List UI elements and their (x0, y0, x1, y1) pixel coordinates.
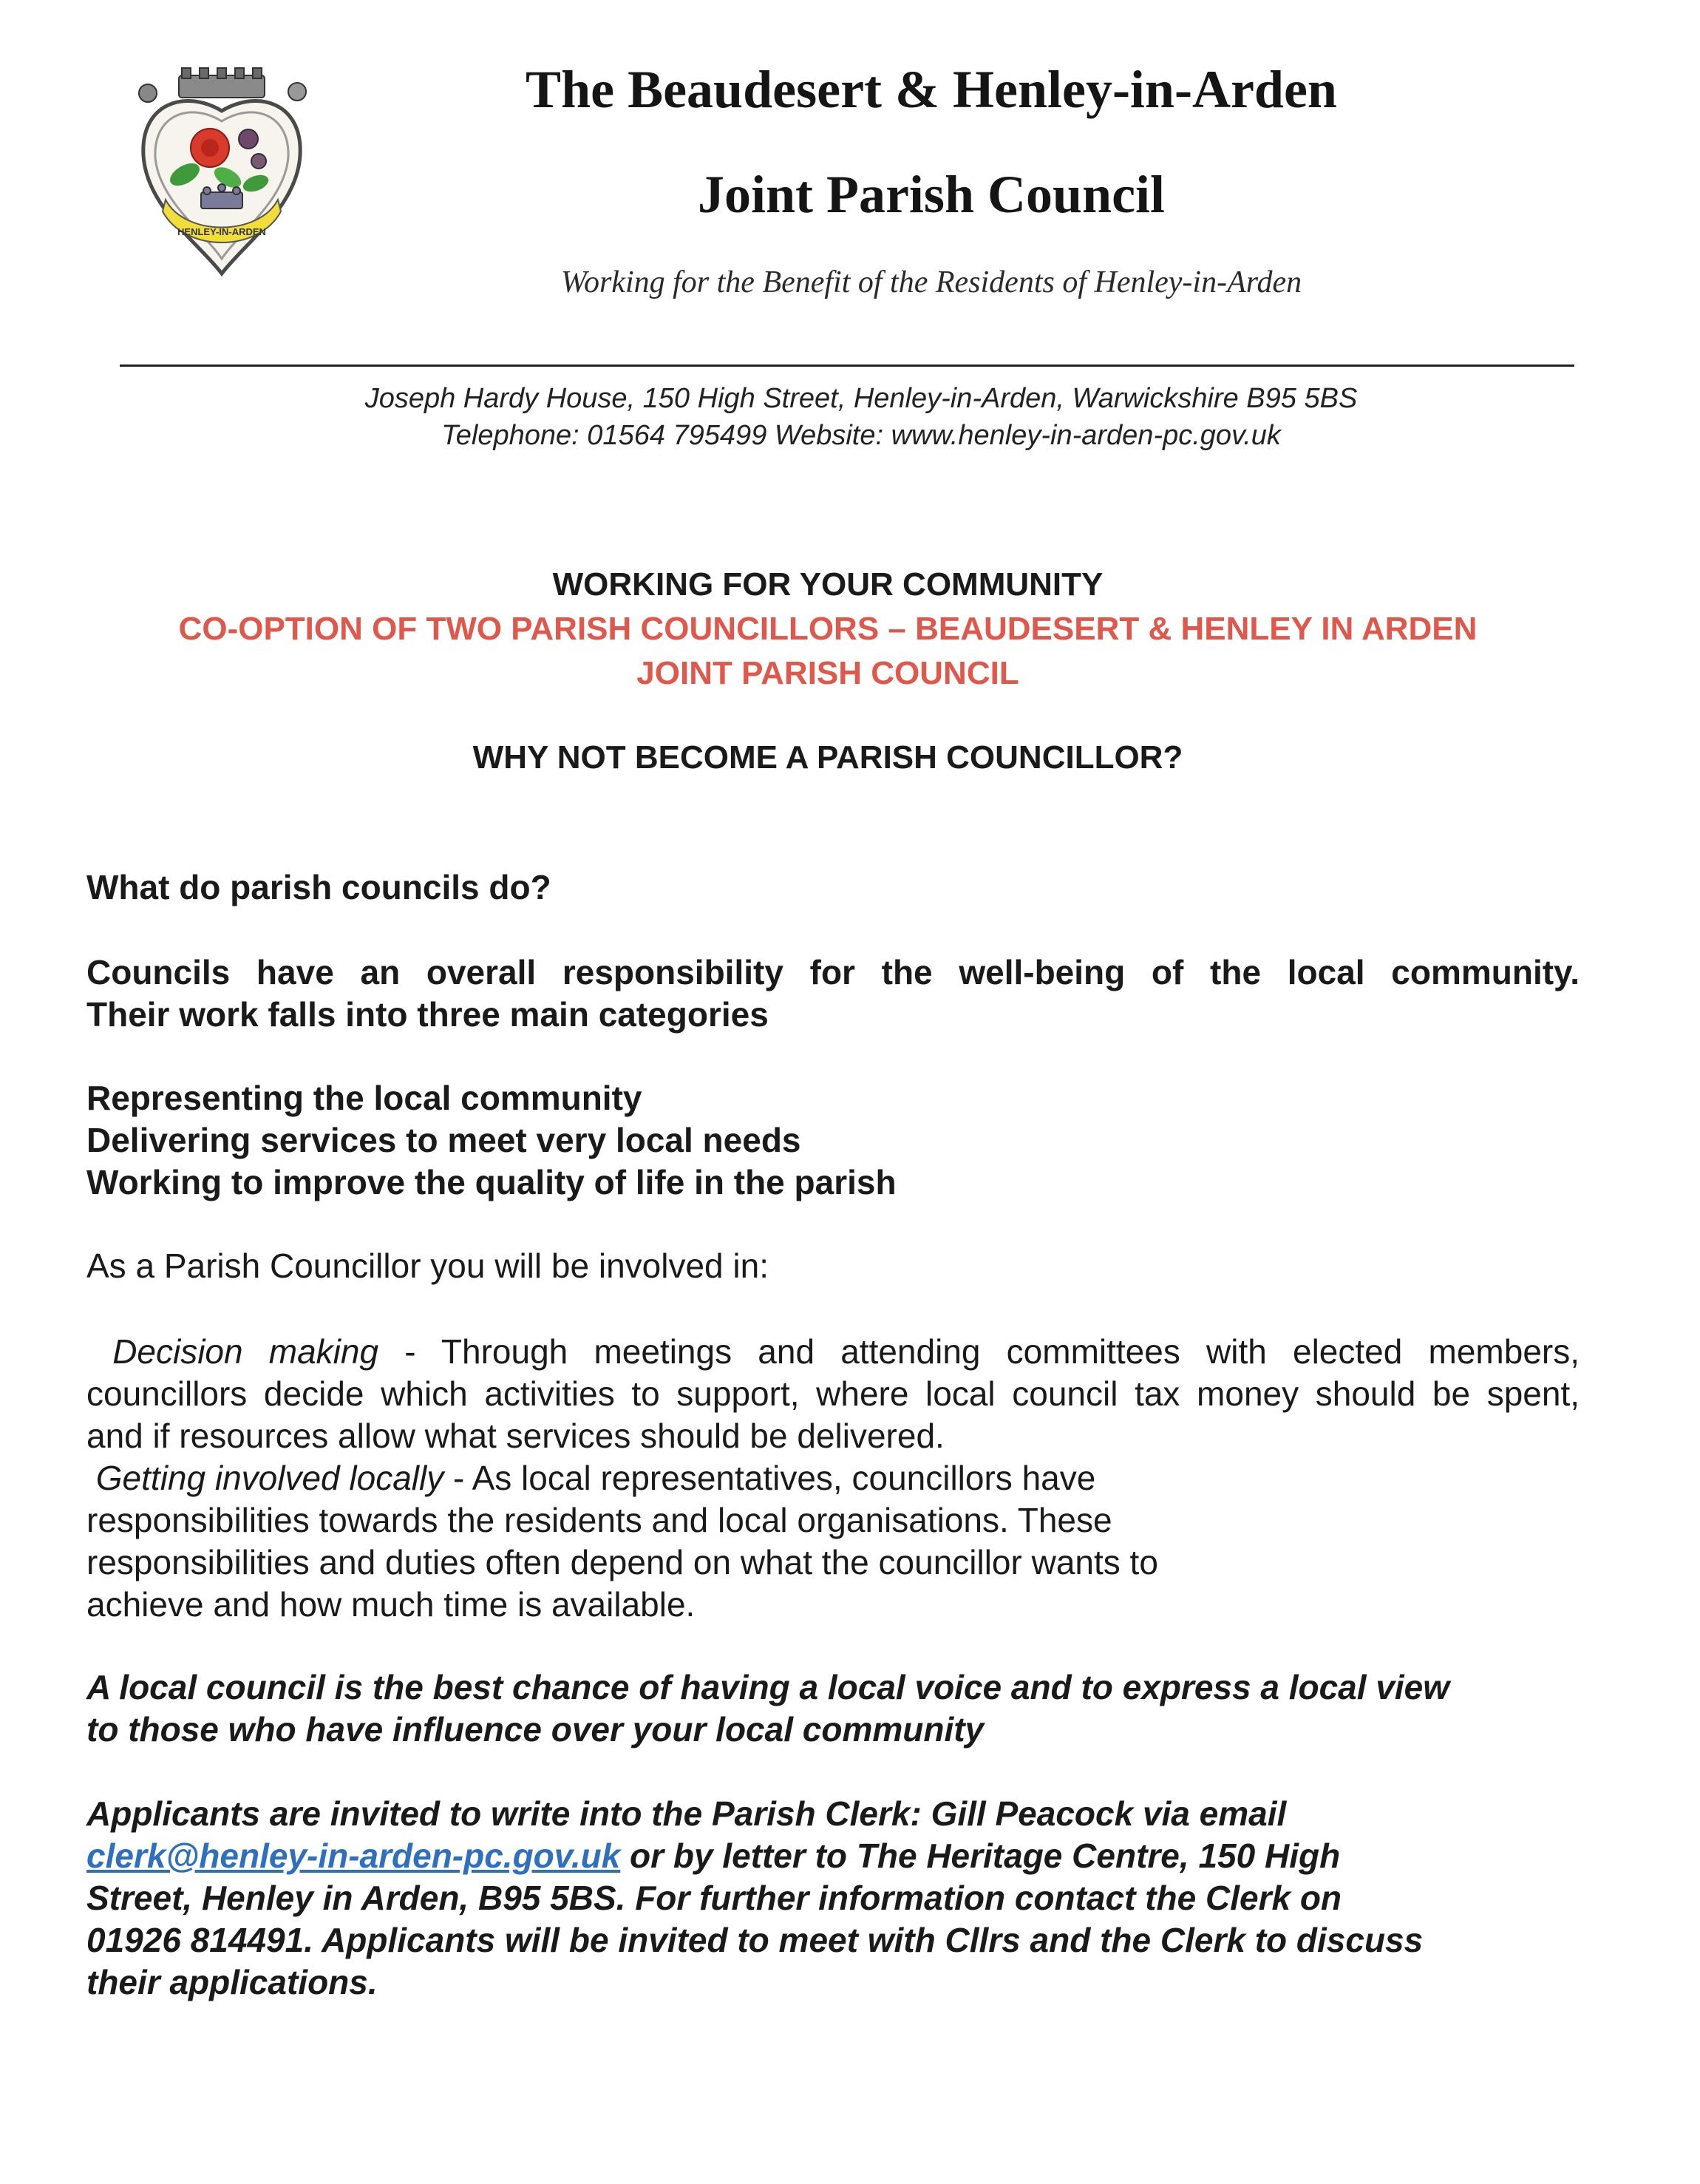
decision-line-2: councillors decide which activities to support, where local council tax money should be spent, (86, 1374, 1580, 1413)
involved-intro: As a Parish Councillor you will be involved in: (86, 1247, 769, 1285)
parish-crest-icon (133, 67, 310, 281)
clerk-email-link[interactable]: clerk@henley-in-arden-pc.gov.uk (86, 1837, 621, 1875)
local-voice-line-2: to those who have influence over your local community (86, 1710, 985, 1749)
apply-line-3: Street, Henley in Arden, B95 5BS. For further information contact the Clerk on (86, 1879, 1342, 1917)
decision-text-1: - Through meetings and attending committees with elected members, (378, 1332, 1580, 1371)
contact-line: Telephone: 01564 795499 Website: www.henley-in-arden-pc.gov.uk (441, 420, 1281, 451)
apply-line-2-rest: or by letter to The Heritage Centre, 150 High (620, 1837, 1341, 1875)
apply-line-5: their applications. (86, 1963, 378, 2001)
heading-why-become-councillor: WHY NOT BECOME A PARISH COUNCILLOR? (472, 739, 1183, 776)
getting-involved-text-1: - As local representatives, councillors have (443, 1459, 1096, 1497)
council-title-line-1: The Beaudesert & Henley-in-Arden (526, 60, 1337, 119)
heading-cooption-line-2: JOINT PARISH COUNCIL (636, 655, 1019, 691)
getting-involved-line-1 (86, 1457, 1580, 1499)
apply-line-1: Applicants are invited to write into the Parish Clerk: Gill Peacock via email (86, 1794, 1287, 1833)
apply-line-2 (86, 1835, 1580, 1877)
crest-crown (139, 68, 306, 102)
heading-working-for-community: WORKING FOR YOUR COMMUNITY (552, 566, 1104, 603)
category-item: Representing the local community (86, 1079, 642, 1117)
responsibility-paragraph (86, 952, 1580, 1036)
getting-involved-line-4: achieve and how much time is available. (86, 1585, 696, 1624)
what-question: What do parish councils do? (86, 868, 551, 906)
header-divider (120, 364, 1574, 367)
decision-term: Decision making (112, 1332, 379, 1371)
address-line: Joseph Hardy House, 150 High Street, Henley-in-Arden, Warwickshire B95 5BS (364, 383, 1358, 414)
getting-involved-term: Getting involved locally (95, 1459, 444, 1497)
categories-list (86, 1077, 1580, 1204)
category-item: Delivering services to meet very local needs (86, 1121, 801, 1159)
svg-text:HENLEY-IN-ARDEN: HENLEY-IN-ARDEN (177, 226, 266, 237)
getting-involved-line-2: responsibilities towards the residents and local organisations. These (86, 1501, 1112, 1539)
applicants-paragraph (86, 1793, 1580, 2004)
decision-line-3: and if resources allow what services should be delivered. (86, 1417, 945, 1455)
involvement-paragraph (86, 1331, 1580, 1626)
council-title-line-2: Joint Parish Council (697, 165, 1166, 224)
getting-involved-line-3: responsibilities and duties often depend on what the councillor wants to (86, 1543, 1158, 1581)
local-voice-line-1: A local council is the best chance of having a local voice and to express a local view (86, 1668, 1450, 1706)
responsibility-line-2: Their work falls into three main categories (86, 995, 769, 1034)
responsibility-line-1: Councils have an overall responsibility for the well-being of the local community. (86, 953, 1580, 991)
local-voice-statement (86, 1666, 1580, 1751)
council-tagline: Working for the Benefit of the Residents of Henley-in-Arden (560, 265, 1302, 299)
heading-cooption-line-1: CO-OPTION OF TWO PARISH COUNCILLORS – BEAUDESERT & HENLEY IN ARDEN (178, 611, 1478, 647)
decision-line-1 (86, 1331, 1580, 1373)
apply-line-4: 01926 814491. Applicants will be invited to meet with Cllrs and the Clerk to discuss (86, 1921, 1424, 1959)
category-item: Working to improve the quality of life in the parish (86, 1163, 897, 1201)
